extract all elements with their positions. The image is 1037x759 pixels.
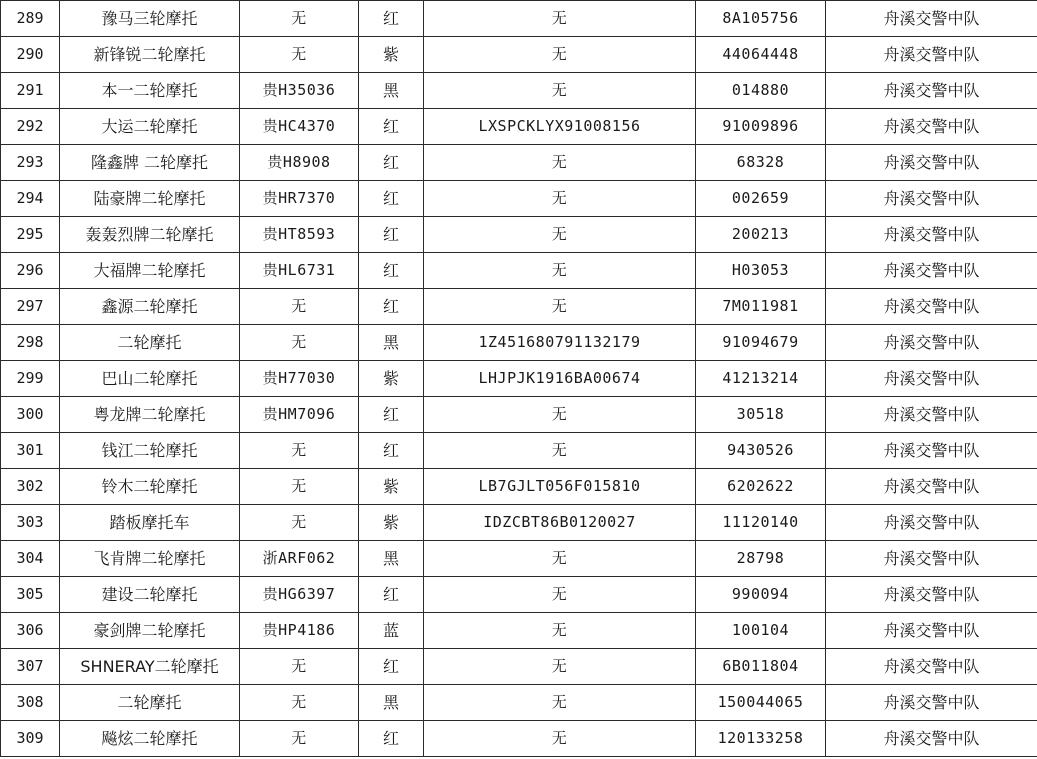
cell-vehicle-color: 红 — [359, 253, 424, 289]
cell-plate-number: 无 — [240, 37, 359, 73]
table-row — [1, 145, 1037, 181]
cell-engine-number: 28798 — [696, 541, 826, 577]
cell-row-number: 297 — [1, 289, 60, 325]
cell-vin-number: 无 — [424, 181, 696, 217]
cell-plate-number: 无 — [240, 505, 359, 541]
cell-vehicle-name: 新锋锐二轮摩托 — [60, 37, 240, 73]
cell-row-number: 290 — [1, 37, 60, 73]
cell-engine-number: 9430526 — [696, 433, 826, 469]
cell-handling-unit: 舟溪交警中队 — [826, 109, 1037, 145]
cell-engine-number: 41213214 — [696, 361, 826, 397]
cell-plate-number: 无 — [240, 433, 359, 469]
cell-handling-unit: 舟溪交警中队 — [826, 721, 1037, 757]
cell-vin-number: 无 — [424, 721, 696, 757]
cell-vehicle-name: 鑫源二轮摩托 — [60, 289, 240, 325]
cell-plate-number: 贵H77030 — [240, 361, 359, 397]
cell-vehicle-name: 大运二轮摩托 — [60, 109, 240, 145]
cell-handling-unit: 舟溪交警中队 — [826, 325, 1037, 361]
table-row — [1, 397, 1037, 433]
cell-engine-number: 8A105756 — [696, 1, 826, 37]
cell-plate-number: 无 — [240, 721, 359, 757]
cell-vin-number: 无 — [424, 217, 696, 253]
cell-vehicle-color: 红 — [359, 649, 424, 685]
cell-handling-unit: 舟溪交警中队 — [826, 685, 1037, 721]
cell-plate-number: 无 — [240, 289, 359, 325]
cell-vehicle-name: 铃木二轮摩托 — [60, 469, 240, 505]
cell-plate-number: 贵HM7096 — [240, 397, 359, 433]
cell-row-number: 303 — [1, 505, 60, 541]
cell-handling-unit: 舟溪交警中队 — [826, 361, 1037, 397]
cell-handling-unit: 舟溪交警中队 — [826, 73, 1037, 109]
cell-vehicle-name: 豫马三轮摩托 — [60, 1, 240, 37]
cell-handling-unit: 舟溪交警中队 — [826, 217, 1037, 253]
cell-row-number: 307 — [1, 649, 60, 685]
cell-row-number: 306 — [1, 613, 60, 649]
cell-row-number: 294 — [1, 181, 60, 217]
cell-row-number: 308 — [1, 685, 60, 721]
table-row — [1, 253, 1037, 289]
table-row — [1, 1, 1037, 37]
cell-vin-number: 无 — [424, 253, 696, 289]
cell-vehicle-name: 陆豪牌二轮摩托 — [60, 181, 240, 217]
table-row — [1, 505, 1037, 541]
cell-vehicle-color: 红 — [359, 397, 424, 433]
cell-vehicle-name: 巴山二轮摩托 — [60, 361, 240, 397]
cell-handling-unit: 舟溪交警中队 — [826, 289, 1037, 325]
cell-row-number: 302 — [1, 469, 60, 505]
cell-engine-number: 6B011804 — [696, 649, 826, 685]
cell-engine-number: 11120140 — [696, 505, 826, 541]
table-row — [1, 649, 1037, 685]
cell-vehicle-color: 红 — [359, 577, 424, 613]
cell-row-number: 293 — [1, 145, 60, 181]
cell-vehicle-color: 红 — [359, 1, 424, 37]
table-row — [1, 433, 1037, 469]
cell-engine-number: 91094679 — [696, 325, 826, 361]
cell-handling-unit: 舟溪交警中队 — [826, 253, 1037, 289]
cell-engine-number: 120133258 — [696, 721, 826, 757]
cell-vin-number: 无 — [424, 37, 696, 73]
table-row — [1, 685, 1037, 721]
cell-row-number: 291 — [1, 73, 60, 109]
table-row — [1, 181, 1037, 217]
cell-plate-number: 贵HR7370 — [240, 181, 359, 217]
cell-plate-number: 无 — [240, 649, 359, 685]
cell-handling-unit: 舟溪交警中队 — [826, 1, 1037, 37]
cell-handling-unit: 舟溪交警中队 — [826, 37, 1037, 73]
cell-vehicle-color: 黑 — [359, 325, 424, 361]
table-row — [1, 217, 1037, 253]
table-row — [1, 37, 1037, 73]
table-row — [1, 721, 1037, 757]
cell-engine-number: 200213 — [696, 217, 826, 253]
cell-plate-number: 贵H8908 — [240, 145, 359, 181]
table-row — [1, 613, 1037, 649]
cell-engine-number: 014880 — [696, 73, 826, 109]
cell-row-number: 304 — [1, 541, 60, 577]
cell-vin-number: 无 — [424, 397, 696, 433]
cell-handling-unit: 舟溪交警中队 — [826, 469, 1037, 505]
cell-vin-number: LHJPJK1916BA00674 — [424, 361, 696, 397]
cell-plate-number: 贵HC4370 — [240, 109, 359, 145]
cell-handling-unit: 舟溪交警中队 — [826, 181, 1037, 217]
table-row — [1, 73, 1037, 109]
cell-row-number: 299 — [1, 361, 60, 397]
cell-handling-unit: 舟溪交警中队 — [826, 577, 1037, 613]
cell-vin-number: 无 — [424, 73, 696, 109]
cell-vehicle-name: 本一二轮摩托 — [60, 73, 240, 109]
cell-handling-unit: 舟溪交警中队 — [826, 649, 1037, 685]
cell-plate-number: 浙ARF062 — [240, 541, 359, 577]
cell-plate-number: 贵HP4186 — [240, 613, 359, 649]
cell-vehicle-name: 大福牌二轮摩托 — [60, 253, 240, 289]
cell-plate-number: 贵HT8593 — [240, 217, 359, 253]
cell-vin-number: 无 — [424, 541, 696, 577]
table-row — [1, 577, 1037, 613]
cell-vehicle-color: 黑 — [359, 541, 424, 577]
cell-row-number: 309 — [1, 721, 60, 757]
cell-plate-number: 贵H35036 — [240, 73, 359, 109]
cell-vehicle-name: 二轮摩托 — [60, 685, 240, 721]
cell-vehicle-color: 红 — [359, 181, 424, 217]
cell-engine-number: 30518 — [696, 397, 826, 433]
cell-vehicle-name: 隆鑫牌 二轮摩托 — [60, 145, 240, 181]
cell-plate-number: 无 — [240, 469, 359, 505]
cell-vehicle-color: 黑 — [359, 685, 424, 721]
cell-engine-number: 6202622 — [696, 469, 826, 505]
cell-plate-number: 贵HL6731 — [240, 253, 359, 289]
cell-handling-unit: 舟溪交警中队 — [826, 433, 1037, 469]
cell-engine-number: 91009896 — [696, 109, 826, 145]
cell-engine-number: 990094 — [696, 577, 826, 613]
table-body — [1, 1, 1037, 757]
table-row — [1, 469, 1037, 505]
cell-vin-number: LXSPCKLYX91008156 — [424, 109, 696, 145]
cell-handling-unit: 舟溪交警中队 — [826, 505, 1037, 541]
cell-engine-number: H03053 — [696, 253, 826, 289]
cell-vehicle-color: 红 — [359, 721, 424, 757]
cell-vehicle-color: 紫 — [359, 361, 424, 397]
cell-engine-number: 44064448 — [696, 37, 826, 73]
cell-plate-number: 无 — [240, 325, 359, 361]
cell-row-number: 300 — [1, 397, 60, 433]
cell-vin-number: LB7GJLT056F015810 — [424, 469, 696, 505]
cell-vehicle-color: 红 — [359, 145, 424, 181]
cell-row-number: 305 — [1, 577, 60, 613]
cell-handling-unit: 舟溪交警中队 — [826, 397, 1037, 433]
cell-vehicle-color: 红 — [359, 109, 424, 145]
cell-vehicle-name: 轰轰烈牌二轮摩托 — [60, 217, 240, 253]
cell-vehicle-name: 飚炫二轮摩托 — [60, 721, 240, 757]
cell-vehicle-name: 飞肯牌二轮摩托 — [60, 541, 240, 577]
table-row — [1, 289, 1037, 325]
cell-vin-number: 无 — [424, 289, 696, 325]
cell-vin-number: 无 — [424, 433, 696, 469]
table-row — [1, 541, 1037, 577]
cell-vin-number: 无 — [424, 1, 696, 37]
cell-vin-number: 无 — [424, 649, 696, 685]
cell-vin-number: 1Z451680791132179 — [424, 325, 696, 361]
cell-vehicle-color: 紫 — [359, 37, 424, 73]
cell-row-number: 289 — [1, 1, 60, 37]
cell-row-number: 301 — [1, 433, 60, 469]
cell-vehicle-name: 粤龙牌二轮摩托 — [60, 397, 240, 433]
cell-row-number: 292 — [1, 109, 60, 145]
cell-vehicle-color: 红 — [359, 217, 424, 253]
cell-vehicle-color: 紫 — [359, 505, 424, 541]
cell-engine-number: 68328 — [696, 145, 826, 181]
table-row — [1, 325, 1037, 361]
cell-vehicle-name: 二轮摩托 — [60, 325, 240, 361]
cell-vehicle-color: 紫 — [359, 469, 424, 505]
cell-vehicle-color: 红 — [359, 433, 424, 469]
cell-vehicle-name: 豪剑牌二轮摩托 — [60, 613, 240, 649]
cell-vin-number: 无 — [424, 685, 696, 721]
cell-vehicle-color: 红 — [359, 289, 424, 325]
cell-vehicle-name: 钱江二轮摩托 — [60, 433, 240, 469]
cell-row-number: 295 — [1, 217, 60, 253]
cell-vehicle-color: 黑 — [359, 73, 424, 109]
cell-handling-unit: 舟溪交警中队 — [826, 145, 1037, 181]
cell-vehicle-name: SHNERAY二轮摩托 — [60, 649, 240, 685]
cell-vehicle-name: 建设二轮摩托 — [60, 577, 240, 613]
cell-row-number: 298 — [1, 325, 60, 361]
cell-vehicle-color: 蓝 — [359, 613, 424, 649]
cell-vin-number: 无 — [424, 577, 696, 613]
cell-handling-unit: 舟溪交警中队 — [826, 613, 1037, 649]
cell-vin-number: IDZCBT86B0120027 — [424, 505, 696, 541]
cell-plate-number: 无 — [240, 685, 359, 721]
cell-row-number: 296 — [1, 253, 60, 289]
table-row — [1, 109, 1037, 145]
cell-engine-number: 150044065 — [696, 685, 826, 721]
cell-vin-number: 无 — [424, 145, 696, 181]
cell-vin-number: 无 — [424, 613, 696, 649]
cell-engine-number: 002659 — [696, 181, 826, 217]
cell-vehicle-name: 踏板摩托车 — [60, 505, 240, 541]
cell-handling-unit: 舟溪交警中队 — [826, 541, 1037, 577]
table-row — [1, 361, 1037, 397]
cell-plate-number: 贵HG6397 — [240, 577, 359, 613]
cell-engine-number: 100104 — [696, 613, 826, 649]
cell-engine-number: 7M011981 — [696, 289, 826, 325]
cell-plate-number: 无 — [240, 1, 359, 37]
